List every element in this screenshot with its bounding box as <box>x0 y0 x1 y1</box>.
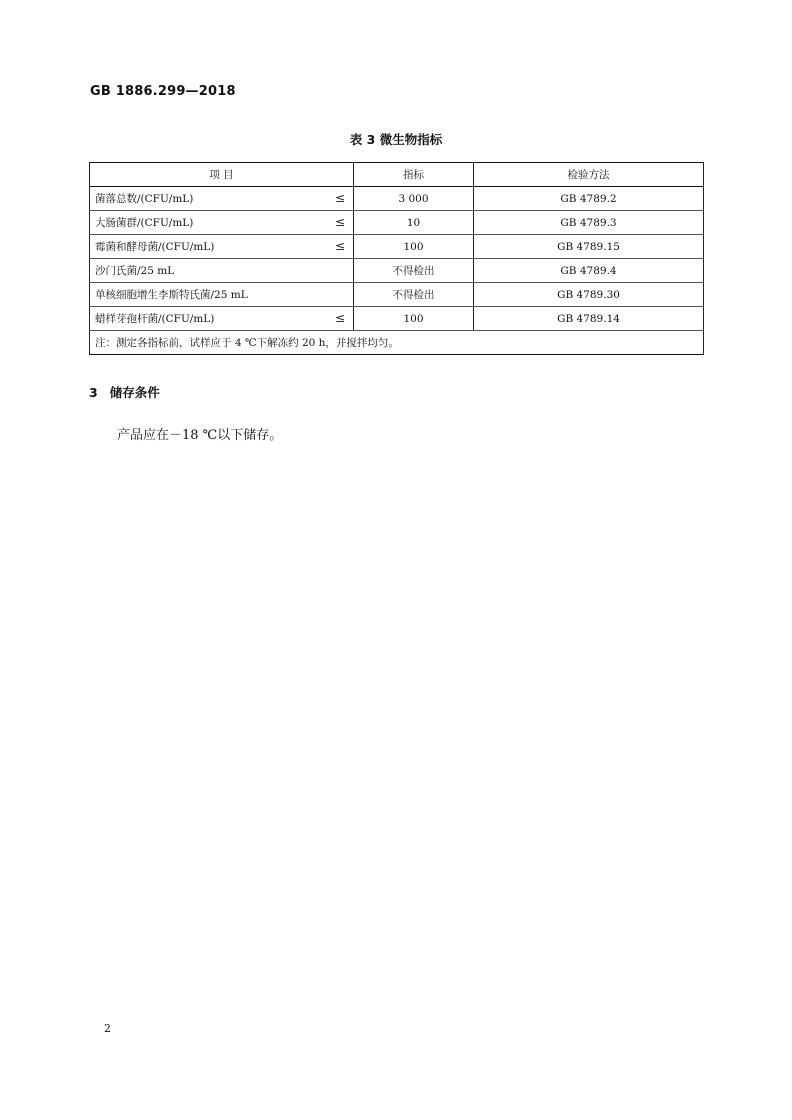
less-equal-symbol: ≤ <box>334 239 345 253</box>
row-value: 不得检出 <box>354 259 474 283</box>
row-value: 3 000 <box>354 187 474 211</box>
table-caption: 表 3 微生物指标 <box>349 132 443 147</box>
section-title: 储存条件 <box>109 385 160 400</box>
column-header-method: 检验方法 <box>474 163 704 187</box>
row-item <box>90 283 354 307</box>
row-item-label: 沙门氏菌/25 mL <box>95 265 175 277</box>
column-header-item: 项 目 <box>90 163 354 187</box>
row-item <box>90 187 354 211</box>
page-number: 2 <box>104 1022 111 1035</box>
section-number: 3 <box>89 385 98 400</box>
column-header-value: 指标 <box>354 163 474 187</box>
table-note: 注：测定各指标前，试样应于 4 ℃下解冻约 20 h，并搅拌均匀。 <box>90 331 704 355</box>
row-method: GB 4789.2 <box>474 187 704 211</box>
table-header-row <box>90 163 704 187</box>
row-value: 10 <box>354 211 474 235</box>
standard-number: GB 1886.299—2018 <box>90 84 236 99</box>
row-item-label: 霉菌和酵母菌/(CFU/mL) <box>95 241 215 253</box>
row-item-label: 菌落总数/(CFU/mL) <box>95 193 194 205</box>
row-method: GB 4789.15 <box>474 235 704 259</box>
row-method: GB 4789.14 <box>474 307 704 331</box>
row-item-label: 单核细胞增生李斯特氏菌/25 mL <box>95 289 248 301</box>
table-row <box>90 259 704 283</box>
row-item <box>90 235 354 259</box>
row-method: GB 4789.4 <box>474 259 704 283</box>
table-row <box>90 187 704 211</box>
less-equal-symbol: ≤ <box>334 215 345 229</box>
row-item <box>90 307 354 331</box>
row-item-label: 蜡样芽孢杆菌/(CFU/mL) <box>95 313 215 325</box>
table-row <box>90 211 704 235</box>
storage-condition-text: 产品应在－18 ℃以下储存。 <box>117 428 283 443</box>
row-method: GB 4789.3 <box>474 211 704 235</box>
row-value: 不得检出 <box>354 283 474 307</box>
microbial-spec-table <box>89 162 704 355</box>
row-item <box>90 259 354 283</box>
row-method: GB 4789.30 <box>474 283 704 307</box>
less-equal-symbol: ≤ <box>334 191 345 205</box>
table-row <box>90 235 704 259</box>
less-equal-symbol: ≤ <box>334 311 345 325</box>
table-row <box>90 307 704 331</box>
table-row <box>90 283 704 307</box>
table-note-row <box>90 331 704 355</box>
row-item <box>90 211 354 235</box>
row-value: 100 <box>354 235 474 259</box>
row-value: 100 <box>354 307 474 331</box>
row-item-label: 大肠菌群/(CFU/mL) <box>95 217 194 229</box>
section-heading <box>89 383 160 401</box>
